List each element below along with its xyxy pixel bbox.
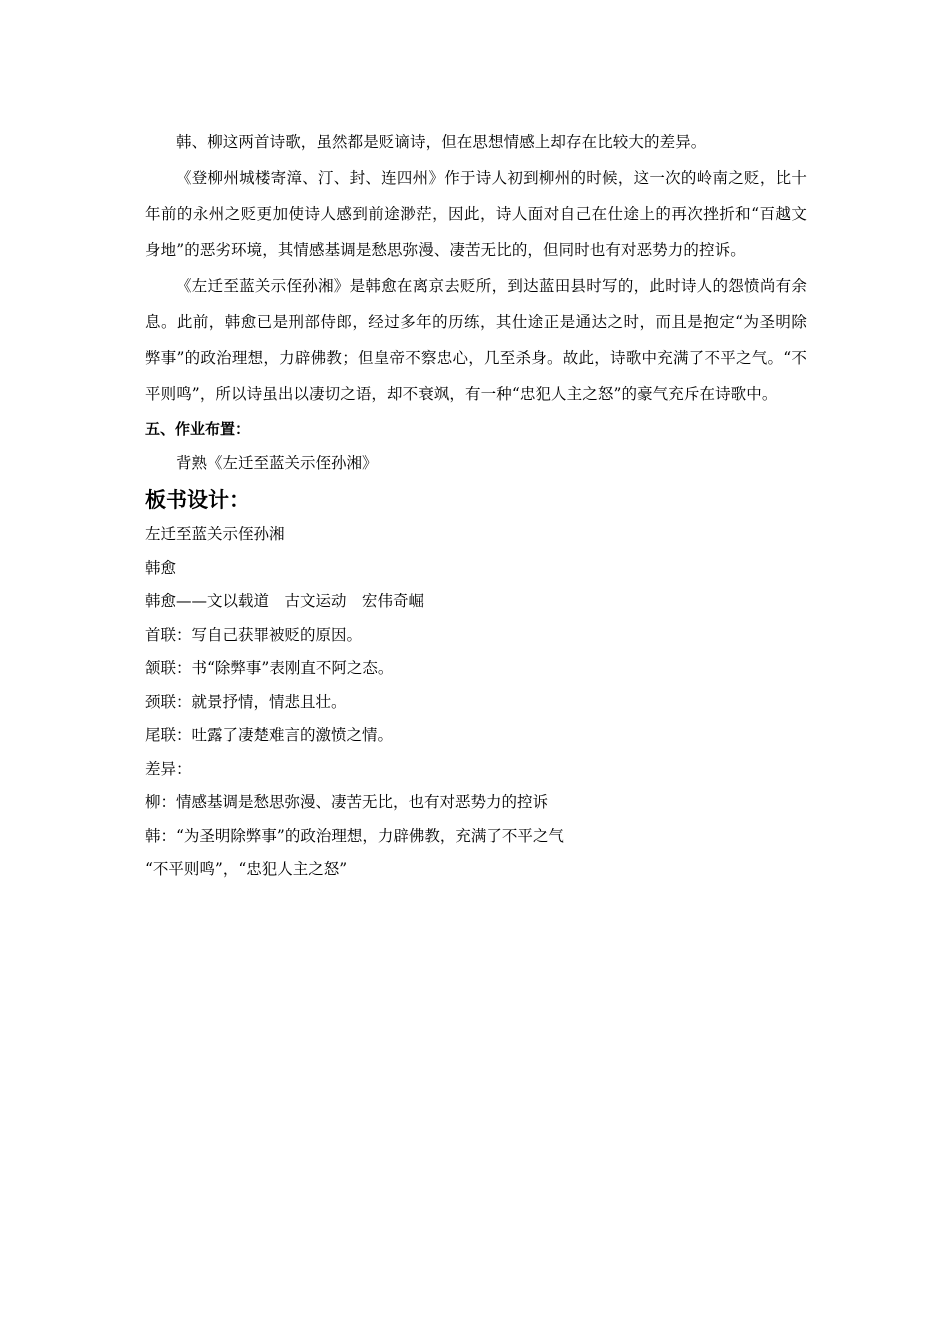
- board-line-last-couplet: 尾联：吐露了凄楚难言的激愤之情。: [145, 726, 394, 744]
- board-design-list: [145, 518, 807, 887]
- board-design-heading: 板书设计：: [145, 488, 250, 512]
- paragraph-liu-analysis: 《登柳州城楼寄漳、汀、封、连四州》作于诗人初到柳州的时候，这一次的岭南之贬，比十年前的永州之贬更加使诗人感到前途渺茫，因此，诗人面对自己在仕途上的再次挫折和“百越文身地”的恶劣环境，其情感基调是愁思弥漫、凄苦无比的，但同时也有对恶势力的控诉。: [145, 169, 807, 259]
- board-line-title: 左迁至蓝关示侄孙湘: [145, 525, 285, 543]
- board-line-author: 韩愈: [145, 558, 177, 577]
- board-line-han: 韩：“为圣明除弊事”的政治理想，力辟佛教，充满了不平之气: [145, 826, 564, 845]
- board-line-liu: 柳：情感基调是愁思弥漫、凄苦无比，也有对恶势力的控诉: [145, 793, 549, 811]
- board-line-quotes: “不平则鸣”，“忠犯人主之怒”: [145, 860, 348, 878]
- board-line-difference-label: 差异：: [145, 759, 192, 778]
- paragraph-han-analysis: 《左迁至蓝关示侄孙湘》是韩愈在离京去贬所，到达蓝田县时写的，此时诗人的怨愤尚有余息。此前，韩愈已是刑部侍郎，经过多年的历练，其仕途正是通达之时，而且是抱定“为圣明除弊事”的政治理想，力辟佛教；但皇帝不察忠心，几至杀身。故此，诗歌中充满了不平之气。“不平则鸣”，所以诗虽出以凄切之语，却不衰飒，有一种“忠犯人主之怒”的豪气充斥在诗歌中。: [145, 277, 807, 403]
- board-line-author-keywords: 韩愈——文以载道 古文运动 宏伟奇崛: [145, 592, 425, 610]
- board-line-first-couplet: 首联：写自己获罪被贬的原因。: [145, 625, 363, 644]
- homework-task: 背熟《左迁至蓝关示侄孙湘》: [176, 454, 378, 472]
- board-line-third-couplet: 颈联：就景抒情，情悲且壮。: [145, 692, 347, 711]
- board-line-second-couplet: 颔联：书“除弊事”表刚直不阿之态。: [145, 659, 394, 677]
- paragraph-difference-intro: 韩、柳这两首诗歌，虽然都是贬谪诗，但在思想情感上却存在比较大的差异。: [176, 133, 707, 151]
- homework-heading: 五、作业布置：: [145, 420, 251, 438]
- document-body: [145, 124, 807, 887]
